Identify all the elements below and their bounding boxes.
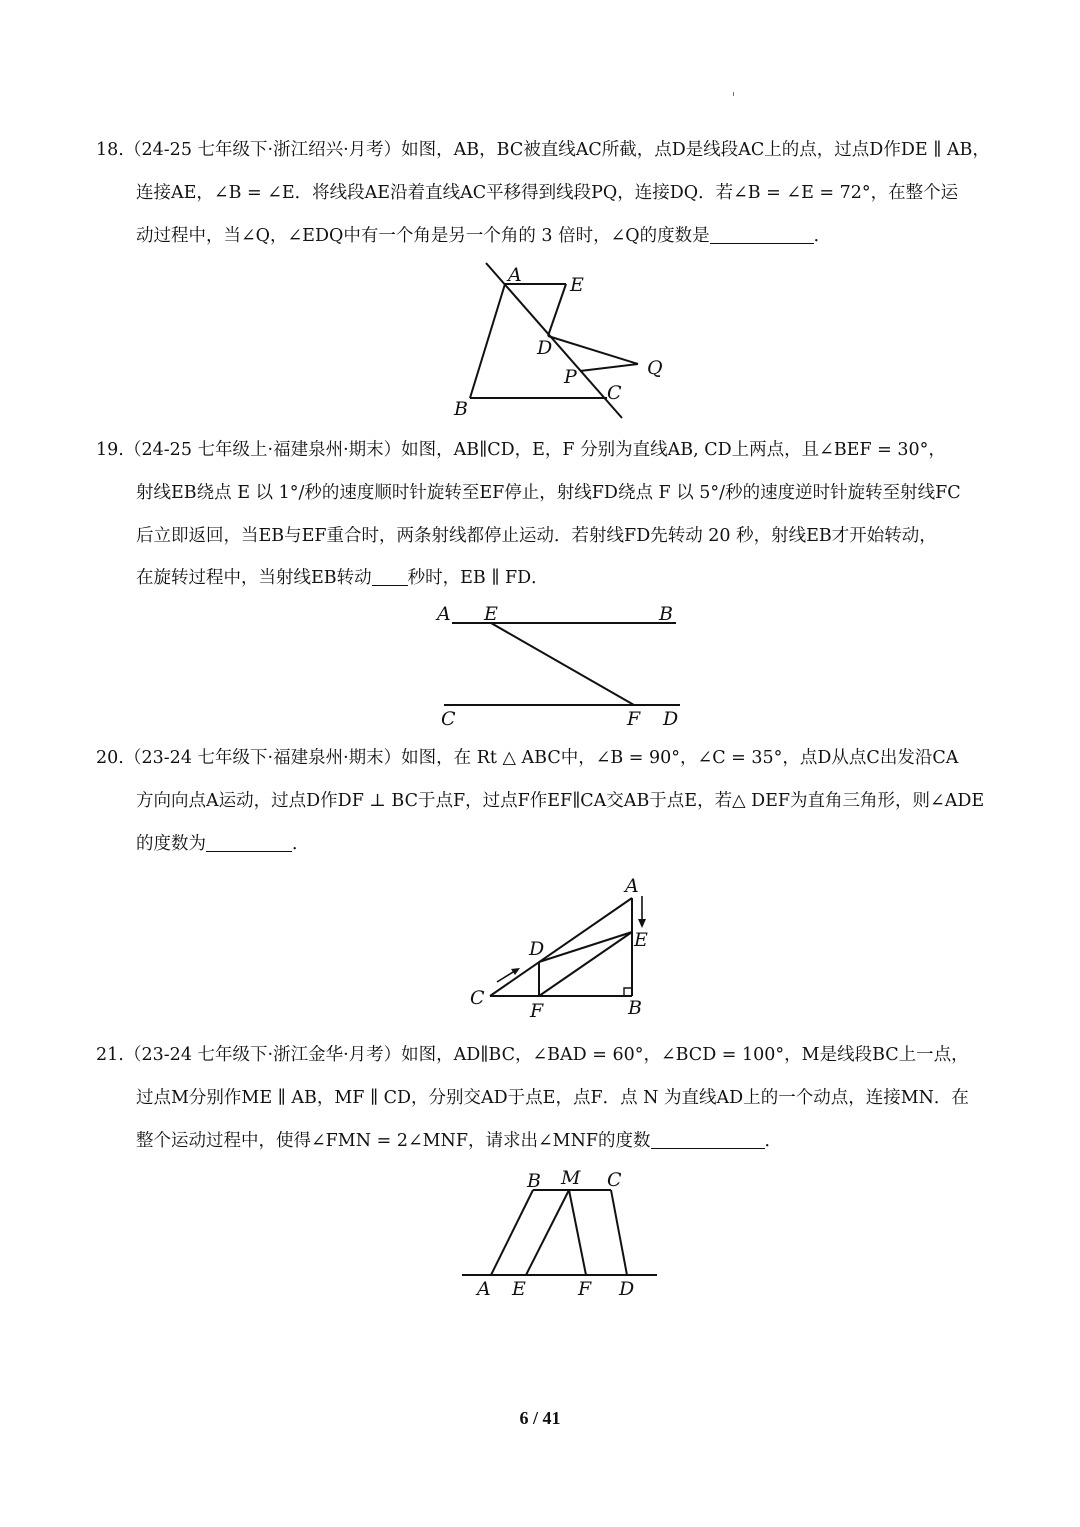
segment-me: [526, 1190, 569, 1275]
question-text: 连接AE，∠B = ∠E．将线段AE沿着直线AC平移得到线段PQ，连接DQ．若∠B = ∠E = 72°，在整个运: [136, 183, 959, 203]
label-f: F: [530, 1000, 544, 1022]
segment-ef: [491, 623, 634, 705]
question-end: ．: [292, 834, 310, 854]
question-text: 过点M分别作ME ∥ AB，MF ∥ CD，分别交AD于点E，点F．点 N 为直线AD上的一个动点，连接MN．在: [136, 1088, 969, 1108]
question-number: 21.: [96, 1045, 124, 1065]
label-c: C: [607, 1169, 622, 1191]
label-d: D: [537, 337, 553, 359]
answer-blank[interactable]: [206, 833, 292, 852]
label-c: C: [441, 708, 456, 730]
label-e: E: [484, 603, 498, 625]
question-end: ．: [764, 1131, 783, 1151]
question-text: （23-24 七年级下·浙江金华·月考）如图，AD∥BC，∠BAD = 60°，∠BCD = 100°，M是线段BC上一点，: [124, 1045, 969, 1065]
segment-pq: [580, 364, 638, 371]
label-m: M: [561, 1167, 581, 1189]
question-text: （23-24 七年级下·福建泉州·期末）如图，在 Rt △ ABC中，∠B = 90°，∠C = 35°，点D从点C出发沿CA: [124, 748, 959, 768]
label-f: F: [578, 1278, 592, 1300]
question-text: 射线EB绕点 E 以 1°/秒的速度顺时针旋转至EF停止，射线FD绕点 F 以 5°/秒的速度逆时针旋转至射线FC: [136, 483, 961, 503]
question-text-last: [136, 1128, 782, 1154]
segment-de: [548, 284, 566, 336]
label-e: E: [570, 274, 584, 296]
label-c: C: [470, 987, 485, 1009]
question-text: 后立即返回，当EB与EF重合时，两条射线都停止运动．若射线FD先转动 20 秒，射线EB才开始转动，: [136, 526, 937, 546]
question-text: 在旋转过程中，当射线EB转动: [136, 568, 372, 588]
answer-blank[interactable]: [372, 567, 408, 586]
segment-cd: [611, 1190, 627, 1275]
question-number: 19.: [96, 440, 124, 460]
page-number: 6 / 41: [519, 1408, 561, 1428]
question-text: （24-25 七年级上·福建泉州·期末）如图，AB∥CD，E，F 分别为直线AB, CD上两点，且∠BEF = 30°，: [124, 440, 946, 460]
label-a: A: [508, 264, 522, 286]
label-b: B: [659, 603, 673, 625]
label-e: E: [634, 929, 648, 951]
scan-mark: [733, 92, 734, 96]
label-d: D: [663, 708, 679, 730]
figure-21: [455, 1160, 665, 1300]
question-number: 18.: [96, 140, 124, 160]
question-text: 方向向点A运动，过点D作DF ⊥ BC于点F，过点F作EF∥CA交AB于点E，若△ DEF为直角三角形，则∠ADE: [136, 791, 985, 811]
question-text-last: [136, 223, 831, 249]
question-text: 动过程中，当∠Q，∠EDQ中有一个角是另一个角的 3 倍时，∠Q的度数是: [136, 226, 710, 246]
segment-fe: [539, 932, 632, 996]
label-e: E: [512, 1278, 526, 1300]
segment-ab: [470, 284, 505, 398]
figure-18: [440, 255, 680, 425]
answer-blank[interactable]: [651, 1130, 765, 1149]
answer-blank[interactable]: [710, 225, 814, 244]
label-b: B: [454, 398, 468, 420]
label-p: P: [564, 366, 577, 388]
question-number: 20.: [96, 748, 124, 768]
label-a: A: [477, 1278, 491, 1300]
question-text-last: [136, 565, 549, 591]
label-q: Q: [647, 357, 663, 379]
segment-de: [539, 932, 632, 962]
figure-20: [460, 870, 660, 1025]
line-ac-extended: [486, 263, 622, 418]
label-b: B: [527, 1170, 541, 1192]
label-d: D: [529, 938, 545, 960]
arrowhead-ca: [511, 968, 520, 975]
arrowhead-down: [638, 919, 646, 928]
segment-mf: [569, 1190, 586, 1275]
figure-19: [430, 600, 690, 730]
question-text: 的度数为: [136, 834, 206, 854]
question-text: 秒时，EB ∥ FD．: [407, 568, 549, 588]
question-end: ．: [813, 226, 832, 246]
label-a: A: [437, 603, 451, 625]
label-c: C: [607, 382, 622, 404]
question-text: （24-25 七年级下·浙江绍兴·月考）如图，AB，BC被直线AC所截，点D是线段AC上的点，过点D作DE ∥ AB，: [124, 140, 990, 160]
question-text: 整个运动过程中，使得∠FMN = 2∠MNF，请求出∠MNF的度数: [136, 1131, 651, 1151]
label-f: F: [627, 708, 641, 730]
segment-ab: [491, 1190, 533, 1275]
label-b: B: [628, 997, 642, 1019]
question-text-last: [136, 831, 310, 857]
label-a: A: [625, 875, 639, 897]
right-angle-mark: [624, 988, 632, 996]
label-d: D: [619, 1278, 635, 1300]
